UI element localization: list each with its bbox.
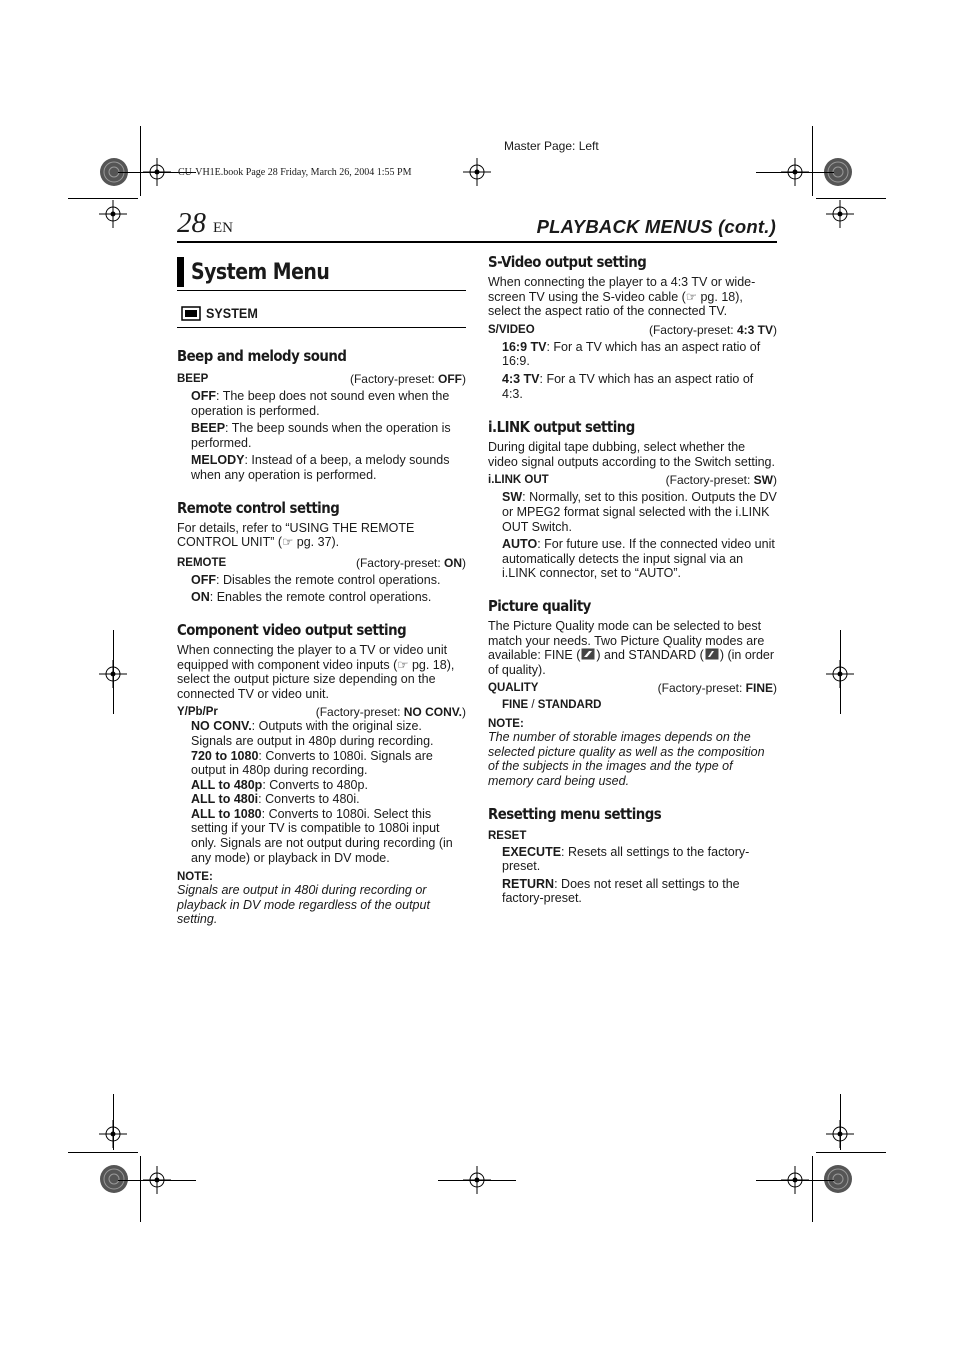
remote-key: REMOTE bbox=[177, 556, 227, 569]
preset-end: ) bbox=[462, 372, 466, 386]
picture-key-row: QUALITY (Factory-preset: FINE) bbox=[488, 681, 777, 696]
ilink-key: i.LINK OUT bbox=[488, 474, 549, 487]
list-item: ALL to 480i: Converts to 480i. bbox=[191, 792, 360, 807]
title-block bbox=[177, 256, 466, 288]
left-column bbox=[177, 256, 466, 927]
registration-disc-icon bbox=[98, 1163, 130, 1195]
list-item: MELODY: Instead of a beep, a melody sounds when any operation is performed. bbox=[191, 453, 450, 482]
beep-key-row bbox=[177, 372, 466, 386]
reset-heading: Resetting menu settings bbox=[488, 804, 662, 823]
beep-heading: Beep and melody sound bbox=[177, 347, 347, 365]
remote-key-row: REMOTE (Factory-preset: ON) bbox=[177, 555, 466, 570]
picture-values: FINE / STANDARD bbox=[502, 699, 602, 712]
reset-key: RESET bbox=[488, 829, 527, 842]
list-item: OFF: Disables the remote control operations. bbox=[191, 572, 441, 587]
language-code: EN bbox=[213, 220, 233, 236]
component-intro: When connecting the player to a TV or video unit equipped with component video inputs (☞ pg. 18), select the output picture size depending on the connected TV or video unit. bbox=[177, 642, 455, 701]
svideo-intro: When connecting the player to a 4:3 TV or wide-screen TV using the S-video cable (☞ pg. 18), select the aspect ratio of the connected TV. bbox=[488, 275, 756, 319]
list-item: SW: Normally, set to this position. Outputs the DV or MPEG2 format signal selected with the i.LINK OUT Switch. bbox=[502, 490, 777, 534]
list-item: 720 to 1080: Converts to 1080i. Signals are output in 480p during recording. bbox=[191, 748, 433, 778]
picture-intro: The Picture Quality mode can be selected to best match your needs. Two Picture Quality modes are available: FINE ( ) and STANDARD ( ) (in order of quality). bbox=[488, 618, 775, 677]
right-column bbox=[488, 253, 777, 906]
crosshair-icon bbox=[826, 200, 854, 228]
list-item: EXECUTE: Resets all settings to the factory-preset. bbox=[502, 844, 750, 874]
crosshair-icon bbox=[463, 158, 491, 186]
fine-quality-icon bbox=[581, 648, 595, 660]
title-rule bbox=[177, 290, 466, 291]
list-item: OFF: The beep does not sound even when the operation is performed. bbox=[191, 389, 450, 418]
picture-heading: Picture quality bbox=[488, 596, 591, 615]
remote-heading: Remote control setting bbox=[177, 498, 340, 517]
component-key: Y/Pb/Pr bbox=[177, 706, 218, 719]
component-key-row: Y/Pb/Pr (Factory-preset: NO CONV.) bbox=[177, 705, 466, 720]
list-item: NO CONV.: Outputs with the original size. Signals are output in 480p during recording. bbox=[191, 719, 434, 748]
title-bar bbox=[177, 257, 184, 287]
list-item: ON: Enables the remote control operations. bbox=[191, 590, 432, 605]
remote-intro: For details, refer to “USING THE REMOTE CONTROL UNIT” (☞ pg. 37). bbox=[177, 520, 415, 550]
crosshair-icon bbox=[99, 200, 127, 228]
list-item: ALL to 1080: Converts to 1080i. Select this setting if your TV is compatible to 1080i input only. Signals are not output during recording (in any mode) or playback in DV mode. bbox=[191, 806, 453, 865]
component-heading: Component video output setting bbox=[177, 620, 407, 639]
master-page-label: Master Page: Left bbox=[504, 139, 599, 153]
beep-key: BEEP bbox=[177, 373, 209, 385]
svideo-key: S/VIDEO bbox=[488, 323, 535, 336]
list-item: RETURN: Does not reset all settings to the factory-preset. bbox=[502, 876, 740, 906]
note-label: NOTE: bbox=[488, 718, 524, 731]
list-item: AUTO: For future use. If the connected video unit automatically detects the input signal via an i.LINK connector, set to “AUTO”. bbox=[502, 537, 775, 581]
system-rule bbox=[177, 327, 466, 328]
list-item: ALL to 480p: Converts to 480p. bbox=[191, 777, 368, 792]
note-text: The number of storable images depends on the selected picture quality as well as the composition of the subjects in the images and the type of memory card being used. bbox=[488, 730, 765, 789]
page-title: System Menu bbox=[191, 259, 330, 285]
section-title: PLAYBACK MENUS (cont.) bbox=[536, 216, 776, 237]
svideo-heading: S-Video output setting bbox=[488, 253, 647, 271]
system-label: SYSTEM bbox=[206, 305, 258, 321]
ilink-key-row: i.LINK OUT (Factory-preset: SW) bbox=[488, 473, 777, 488]
system-menu-icon bbox=[181, 306, 201, 321]
page-number: 28 bbox=[177, 207, 206, 239]
ilink-intro: During digital tape dubbing, select whether the video signal outputs according to the Switch setting. bbox=[488, 440, 775, 469]
system-label-row bbox=[177, 305, 466, 321]
list-item: 4:3 TV: For a TV which has an aspect ratio of 4:3. bbox=[502, 371, 754, 401]
ilink-heading: i.LINK output setting bbox=[488, 418, 635, 437]
header-rule bbox=[177, 241, 777, 243]
preset-value: OFF bbox=[438, 372, 462, 386]
standard-quality-icon bbox=[705, 648, 719, 660]
picture-key: QUALITY bbox=[488, 682, 539, 695]
list-item: 16:9 TV: For a TV which has an aspect ratio of 16:9. bbox=[502, 339, 761, 369]
note-text: Signals are output in 480i during recording or playback in DV mode regardless of the output setting. bbox=[177, 883, 430, 927]
file-info-line: CU-VH1E.book Page 28 Friday, March 26, 2004 1:55 PM bbox=[178, 167, 412, 178]
svideo-key-row: S/VIDEO (Factory-preset: 4:3 TV) bbox=[488, 322, 777, 337]
preset-label: (Factory-preset: bbox=[349, 372, 438, 386]
list-item: BEEP: The beep sounds when the operation is performed. bbox=[191, 421, 451, 450]
note-label: NOTE: bbox=[177, 871, 213, 884]
registration-disc-icon bbox=[822, 1163, 854, 1195]
